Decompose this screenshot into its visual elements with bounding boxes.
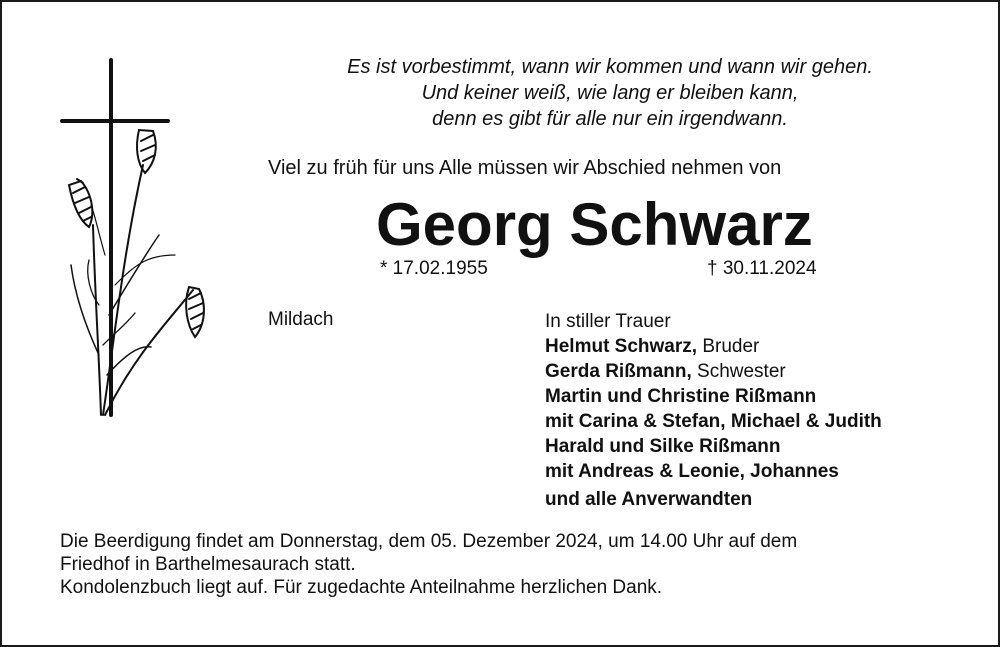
family-line: mit Carina & Stefan, Michael & Judith bbox=[545, 411, 882, 432]
verse-line: Und keiner weiß, wie lang er bleiben kann, bbox=[421, 82, 799, 104]
footer-line: Die Beerdigung findet am Donnerstag, dem 05. Dezember 2024, um 14.00 Uhr auf dem bbox=[60, 531, 798, 552]
mourners-heading: In stiller Trauer bbox=[545, 311, 671, 332]
place-name: Mildach bbox=[268, 309, 334, 330]
mourner-entry bbox=[545, 334, 882, 359]
death-date: † 30.11.2024 bbox=[707, 258, 817, 279]
mourner-entry bbox=[545, 359, 882, 384]
verse-line: Es ist vorbestimmt, wann wir kommen und wann wir gehen. bbox=[347, 56, 873, 78]
intro-text: Viel zu früh für uns Alle müssen wir Abschied nehmen von bbox=[268, 157, 782, 179]
mourner-relation: Schwester bbox=[697, 361, 786, 382]
family-line: Martin und Christine Rißmann bbox=[545, 386, 817, 407]
verse-line: denn es gibt für alle nur ein irgendwann. bbox=[432, 108, 788, 130]
mourner-name: Gerda Rißmann, bbox=[545, 361, 692, 382]
family-line: mit Andreas & Leonie, Johannes bbox=[545, 461, 839, 482]
mourner-name: Helmut Schwarz, bbox=[545, 336, 698, 357]
mourners-list bbox=[545, 309, 882, 512]
footer-line: Kondolenzbuch liegt auf. Für zugedachte Anteilnahme herzlichen Dank. bbox=[60, 577, 663, 598]
cross-with-wheat-icon bbox=[55, 55, 235, 420]
footer-line: Friedhof in Barthelmesaurach statt. bbox=[60, 554, 356, 575]
mourners-closing: und alle Anverwandten bbox=[545, 489, 753, 510]
deceased-name: Georg Schwarz bbox=[376, 191, 813, 258]
family-line: Harald und Silke Rißmann bbox=[545, 436, 781, 457]
birth-date: * 17.02.1955 bbox=[380, 258, 488, 279]
mourner-relation: Bruder bbox=[702, 336, 760, 357]
funeral-info bbox=[60, 530, 960, 599]
verse bbox=[255, 54, 965, 132]
